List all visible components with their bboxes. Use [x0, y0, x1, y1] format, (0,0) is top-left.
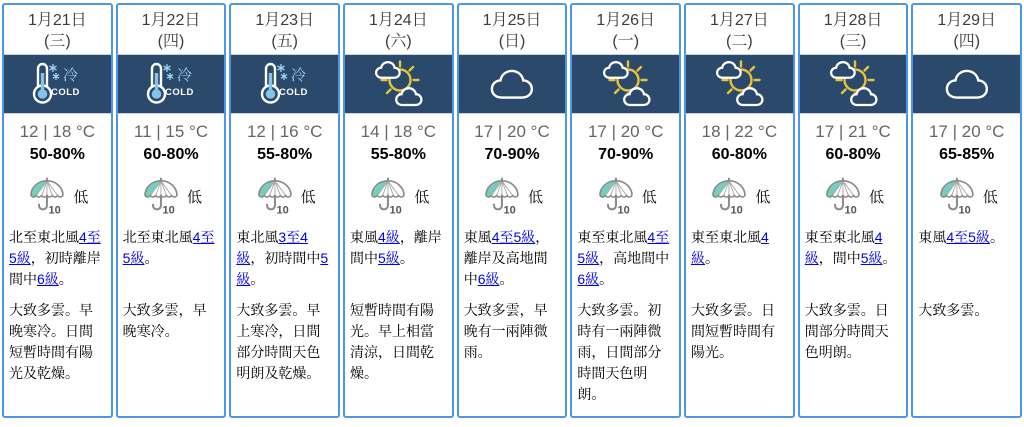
- forecast-day-column: [911, 3, 1022, 418]
- weekday-label: (五): [271, 33, 299, 51]
- forecast-text-area: [913, 219, 1020, 327]
- weather-forecast-text: 大致多雲。初時有一兩陣微雨，日間部分時間天色明朗。: [577, 302, 662, 403]
- date-header: [231, 5, 338, 54]
- temperature-range: 18 | 22 °C: [701, 122, 778, 142]
- psr-level-label: 低: [414, 188, 430, 206]
- weather-forecast-text: 大致多雲。: [918, 302, 989, 319]
- wind-force-link[interactable]: 4級: [804, 229, 883, 267]
- psr-level-label: 低: [982, 188, 998, 206]
- wind-force-link[interactable]: 5級: [236, 250, 329, 288]
- weather-icon-band: [913, 54, 1020, 114]
- wind-text-segment: 北至東北風: [122, 229, 193, 246]
- psr-level-label: 低: [300, 188, 316, 206]
- weather-forecast-text: 大致多雲。日間短暫時間有陽光。: [691, 302, 776, 361]
- svg-text:COLD: COLD: [51, 87, 81, 99]
- svg-text:COLD: COLD: [278, 87, 308, 99]
- psr-umbrella-icon: [708, 175, 752, 217]
- cold-icon: [253, 60, 317, 108]
- sunny-intervals-icon: [712, 60, 766, 108]
- wind-text-segment: 。: [599, 271, 614, 288]
- temperature-range: 17 | 20 °C: [474, 122, 550, 142]
- wind-force-link[interactable]: 6級: [37, 271, 59, 288]
- wind-force-link[interactable]: 6級: [577, 271, 600, 288]
- weekday-label: (二): [726, 33, 753, 51]
- date-header: [345, 5, 452, 54]
- forecast-day-column: [798, 3, 909, 418]
- svg-text:冷: 冷: [63, 67, 79, 85]
- rain-probability: [345, 173, 452, 219]
- weekday-label: (日): [498, 33, 526, 51]
- wind-force-link[interactable]: 5級: [378, 250, 400, 267]
- humidity-range: 65-85%: [939, 146, 995, 164]
- wind-text-segment: 。: [705, 250, 720, 267]
- forecast-day-column: [343, 3, 454, 418]
- svg-text:10: 10: [389, 204, 403, 217]
- svg-text:冷: 冷: [177, 67, 193, 85]
- humidity-range: 55-80%: [370, 146, 426, 164]
- weather-forecast-text: 大致多雲，早晚有一兩陣微雨。: [463, 302, 548, 361]
- wind-text: [9, 227, 106, 290]
- wind-text-segment: 。: [989, 229, 1004, 246]
- svg-text:10: 10: [730, 204, 744, 217]
- sunny-intervals-icon: [826, 60, 880, 108]
- wind-force-link[interactable]: 4至5級: [122, 229, 215, 267]
- psr-umbrella-icon: [26, 175, 70, 217]
- psr-umbrella-icon: [936, 175, 980, 217]
- rain-probability: [4, 173, 111, 219]
- svg-text:10: 10: [162, 204, 175, 217]
- humidity-range: 70-90%: [484, 146, 540, 164]
- sunny-intervals-icon: [599, 60, 653, 108]
- date-label: 1月21日: [27, 12, 87, 29]
- date-label: 1月28日: [823, 12, 883, 29]
- wind-text: [123, 227, 220, 290]
- rain-probability: [118, 173, 225, 219]
- date-header: [4, 5, 111, 54]
- date-label: 1月27日: [710, 12, 769, 29]
- rain-probability: [459, 173, 566, 219]
- weather-forecast-text: 大致多雲。日間部分時間天色明朗。: [804, 302, 889, 361]
- psr-level-label: 低: [755, 188, 771, 206]
- wind-text-segment: ，間中: [818, 250, 861, 267]
- rain-probability: [686, 173, 793, 219]
- svg-text:COLD: COLD: [165, 87, 194, 99]
- wind-text-segment: 北至東北風: [9, 229, 79, 246]
- wind-text: [464, 227, 561, 290]
- wind-text: [691, 227, 788, 290]
- wind-force-link[interactable]: 5級: [860, 250, 883, 267]
- forecast-day-column: [229, 3, 340, 418]
- wind-text: [236, 227, 333, 290]
- psr-level-label: 低: [641, 188, 657, 206]
- temperature-range: 17 | 20 °C: [587, 122, 664, 142]
- forecast-text-area: [686, 219, 793, 369]
- wind-text-segment: 東風: [918, 229, 947, 246]
- wind-force-link[interactable]: 4級: [691, 229, 769, 267]
- weather-icon-band: [800, 54, 907, 114]
- weather-icon-band: [459, 54, 566, 114]
- svg-text:10: 10: [617, 204, 630, 217]
- wind-text-segment: 東北風: [236, 229, 279, 246]
- psr-level-label: 低: [869, 188, 885, 206]
- psr-level-label: 低: [187, 188, 203, 206]
- weather-icon-band: [686, 54, 793, 114]
- weather-icon-band: [231, 54, 338, 114]
- humidity-range: 55-80%: [257, 146, 313, 164]
- wind-text-segment: 。: [58, 271, 73, 288]
- psr-umbrella-icon: [595, 175, 639, 217]
- temperature-range: 12 | 16 °C: [246, 122, 323, 142]
- cloudy-icon: [940, 60, 994, 108]
- psr-umbrella-icon: [822, 175, 866, 217]
- temperature-range: 17 | 20 °C: [928, 122, 1005, 142]
- wind-text-segment: 。: [144, 250, 159, 267]
- date-label: 1月22日: [141, 12, 201, 29]
- forecast-text-area: [118, 219, 225, 348]
- wind-force-link[interactable]: 4至5級: [9, 229, 101, 267]
- wind-force-link[interactable]: 3至4級: [236, 229, 308, 267]
- date-label: 1月24日: [369, 12, 428, 29]
- wind-text-segment: 東風: [350, 229, 379, 246]
- forecast-day-column: [457, 3, 568, 418]
- wind-text-segment: ，初時間中: [250, 250, 321, 267]
- date-header: [913, 5, 1020, 54]
- date-label: 1月29日: [937, 12, 997, 29]
- cloudy-icon: [485, 60, 539, 108]
- cold-icon: [25, 60, 89, 108]
- forecast-day-column: [2, 3, 113, 418]
- wind-text: [577, 227, 674, 290]
- svg-text:10: 10: [503, 204, 516, 217]
- weather-forecast-text: 大致多雲，早晚寒冷。: [122, 302, 207, 340]
- wind-text-segment: 。: [250, 271, 265, 288]
- weekday-label: (三): [839, 33, 867, 51]
- weekday-label: (四): [953, 33, 981, 51]
- wind-text-segment: ，離岸間中: [350, 229, 442, 267]
- wind-text-segment: ，初時離岸間中: [9, 250, 101, 288]
- humidity-range: 60-80%: [711, 146, 767, 164]
- wind-text-segment: 東至東北風: [577, 229, 648, 246]
- psr-umbrella-icon: [254, 175, 298, 217]
- temperature-range: 12 | 18 °C: [19, 122, 96, 142]
- forecast-text-area: [345, 219, 452, 390]
- date-header: [459, 5, 566, 54]
- rain-probability: [572, 173, 679, 219]
- weather-icon-band: [345, 54, 452, 114]
- svg-text:10: 10: [958, 204, 971, 217]
- forecast-day-column: [684, 3, 795, 418]
- svg-text:冷: 冷: [290, 67, 306, 85]
- weather-forecast-text: 大致多雲。早上寒冷，日間部分時間天色明朗及乾燥。: [236, 302, 321, 382]
- svg-text:10: 10: [844, 204, 857, 217]
- forecast-text-area: [800, 219, 907, 369]
- weekday-label: (三): [44, 33, 71, 51]
- wind-force-link[interactable]: 4至5級: [577, 229, 670, 267]
- rain-probability: [913, 173, 1020, 219]
- weather-forecast-text: 大致多雲。早晚寒冷。日間短暫時間有陽光及乾燥。: [9, 302, 93, 382]
- wind-text: [350, 227, 447, 290]
- weather-icon-band: [118, 54, 225, 114]
- date-header: [686, 5, 793, 54]
- date-label: 1月25日: [482, 12, 542, 29]
- psr-umbrella-icon: [140, 175, 184, 217]
- wind-text-segment: 東風: [463, 229, 492, 246]
- cold-icon: [139, 60, 203, 108]
- weather-forecast-text: 短暫時間有陽光。早上相當清涼，日間乾燥。: [350, 302, 435, 382]
- wind-text-segment: ，離岸及高地間中: [463, 229, 550, 288]
- weekday-label: (一): [612, 33, 640, 51]
- date-header: [572, 5, 679, 54]
- humidity-range: 60-80%: [143, 146, 199, 164]
- wind-force-link[interactable]: 6級: [477, 271, 500, 288]
- psr-level-label: 低: [73, 188, 89, 206]
- humidity-range: 70-90%: [598, 146, 654, 164]
- wind-force-link[interactable]: 4至5級: [946, 229, 990, 246]
- forecast-text-area: [4, 219, 111, 390]
- forecast-text-area: [572, 219, 679, 411]
- wind-text-segment: ，高地間中: [599, 250, 670, 267]
- wind-force-link[interactable]: 4至5級: [491, 229, 536, 246]
- rain-probability: [800, 173, 907, 219]
- humidity-range: 60-80%: [825, 146, 881, 164]
- wind-text: [918, 227, 1015, 290]
- wind-text-segment: 。: [882, 250, 897, 267]
- date-label: 1月26日: [596, 12, 656, 29]
- forecast-day-column: [116, 3, 227, 418]
- date-header: [800, 5, 907, 54]
- wind-text-segment: 。: [499, 271, 514, 288]
- rain-probability: [231, 173, 338, 219]
- wind-force-link[interactable]: 4級: [378, 229, 400, 246]
- date-label: 1月23日: [255, 12, 315, 29]
- weekday-label: (六): [385, 33, 412, 51]
- temperature-range: 14 | 18 °C: [360, 122, 437, 142]
- weekday-label: (四): [157, 33, 185, 51]
- psr-umbrella-icon: [481, 175, 525, 217]
- weather-icon-band: [4, 54, 111, 114]
- temperature-range: 11 | 15 °C: [133, 122, 209, 142]
- wind-text-segment: 。: [399, 250, 414, 267]
- weather-icon-band: [572, 54, 679, 114]
- svg-text:10: 10: [48, 204, 62, 217]
- forecast-text-area: [459, 219, 566, 369]
- humidity-range: 50-80%: [29, 146, 85, 164]
- wind-text-segment: 東至東北風: [691, 229, 762, 246]
- wind-text: [805, 227, 902, 290]
- sunny-intervals-icon: [371, 60, 425, 108]
- psr-level-label: 低: [528, 188, 544, 206]
- forecast-text-area: [231, 219, 338, 390]
- wind-text-segment: 東至東北風: [804, 229, 875, 246]
- date-header: [118, 5, 225, 54]
- forecast-day-column: [570, 3, 681, 418]
- svg-text:10: 10: [276, 204, 289, 217]
- temperature-range: 17 | 21 °C: [815, 122, 891, 142]
- psr-umbrella-icon: [367, 175, 411, 217]
